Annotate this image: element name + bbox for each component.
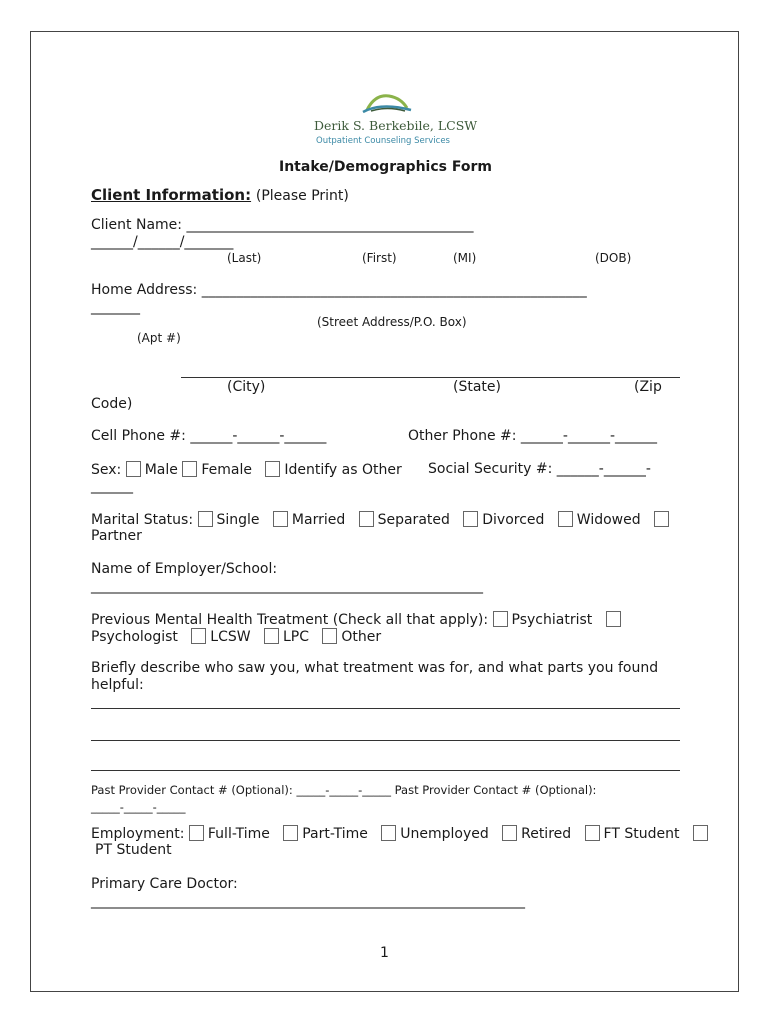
sub-apt: (Apt #) [137,331,181,345]
employer-label: Name of Employer/School: [91,561,278,577]
client-info-note: (Please Print) [255,188,349,204]
psychologist-label: Psychologist [91,629,178,645]
cell-phone-field[interactable]: Cell Phone #: ______-______-______ [91,428,327,444]
sub-state: (State) [453,379,501,395]
female-checkbox[interactable] [182,461,197,477]
sex-row [91,461,402,478]
client-name-label: Client Name: [91,217,187,233]
partner-label: Partner [91,528,142,544]
married-label: Married [291,512,346,528]
male-label: Male [144,462,178,478]
lcsw-checkbox[interactable] [191,628,206,644]
divorced-checkbox[interactable] [463,511,478,527]
employment-row [91,825,712,842]
logo-tagline: Outpatient Counseling Services [316,136,450,146]
sub-dob: (DOB) [595,251,632,265]
male-checkbox[interactable] [126,461,141,477]
client-info-heading: Client Information: [91,186,252,204]
lpc-label: LPC [282,629,309,645]
separated-checkbox[interactable] [359,511,374,527]
city-state-zip-line[interactable] [181,377,680,378]
client-info-row [91,186,349,204]
other-sex-label: Identify as Other [284,462,402,478]
part-time-label: Part-Time [302,826,368,842]
other-sex-checkbox[interactable] [265,461,280,477]
separated-label: Separated [377,512,450,528]
dob-field[interactable]: ______/______/_______ [91,234,234,250]
ssn-field-cont[interactable]: ______ [91,478,133,494]
unemployed-label: Unemployed [400,826,489,842]
marital-row [91,511,673,528]
sub-street: (Street Address/P.O. Box) [317,315,467,329]
previous-treatment-row2 [91,628,381,645]
form-title: Intake/Demographics Form [279,159,492,175]
describe-prompt-cont: helpful: [91,677,144,693]
divorced-label: Divorced [482,512,545,528]
logo-name: Derik S. Berkebile, LCSW [314,118,478,133]
psychiatrist-label: Psychiatrist [511,612,593,628]
lcsw-label: LCSW [210,629,251,645]
full-time-label: Full-Time [207,826,270,842]
widowed-checkbox[interactable] [558,511,573,527]
other-treatment-checkbox[interactable] [322,628,337,644]
describe-line-3[interactable] [91,770,680,771]
retired-checkbox[interactable] [502,825,517,841]
employer-field[interactable]: ________________________________________________________ [91,578,483,594]
full-time-checkbox[interactable] [189,825,204,841]
home-address-field[interactable]: _______________________________________________________ [201,282,587,298]
describe-line-1[interactable] [91,708,680,709]
unemployed-checkbox[interactable] [381,825,396,841]
retired-label: Retired [521,826,572,842]
sub-mi: (MI) [453,251,477,265]
psychiatrist-checkbox[interactable] [493,611,508,627]
describe-line-2[interactable] [91,740,680,741]
part-time-checkbox[interactable] [283,825,298,841]
sub-zip: (Zip [634,379,662,395]
marital-label: Marital Status: [91,512,198,528]
past-provider-fields[interactable]: Past Provider Contact # (Optional): _____-_____-_____ Past Provider Contact # (Optional): [91,783,597,797]
ft-student-label: FT Student [603,826,680,842]
psychologist-checkbox[interactable] [606,611,621,627]
form-page [30,31,739,992]
other-phone-field[interactable]: Other Phone #: ______-______-______ [408,428,658,444]
employment-label: Employment: [91,826,189,842]
single-checkbox[interactable] [198,511,213,527]
sex-label: Sex: [91,462,126,478]
primary-care-label: Primary Care Doctor: [91,876,238,892]
sub-last: (Last) [227,251,262,265]
previous-treatment-label: Previous Mental Health Treatment (Check all that apply): [91,612,493,628]
client-name-field[interactable]: _________________________________________ [186,217,474,233]
past-provider-field-cont[interactable]: _____-_____-_____ [91,800,186,814]
home-address-row [91,282,587,298]
partner-checkbox[interactable] [654,511,669,527]
lpc-checkbox[interactable] [264,628,279,644]
home-address-label: Home Address: [91,282,202,298]
sub-code: Code) [91,396,133,412]
client-name-row [91,217,473,233]
other-treatment-label: Other [341,629,382,645]
widowed-label: Widowed [576,512,641,528]
describe-prompt: Briefly describe who saw you, what treatment was for, and what parts you found [91,660,659,676]
previous-treatment-row [91,611,625,628]
ssn-field[interactable]: Social Security #: ______-______- [428,461,651,477]
married-checkbox[interactable] [273,511,288,527]
page-number: 1 [380,945,389,961]
single-label: Single [216,512,260,528]
pt-student-label: PT Student [95,842,172,858]
sub-city: (City) [227,379,266,395]
logo-graphic-icon [361,90,413,114]
pt-student-checkbox[interactable] [693,825,708,841]
primary-care-field[interactable]: ______________________________________________________________ [91,893,525,909]
home-address-field-cont[interactable]: _______ [91,299,140,315]
ft-student-checkbox[interactable] [585,825,600,841]
female-label: Female [201,462,252,478]
sub-first: (First) [362,251,397,265]
